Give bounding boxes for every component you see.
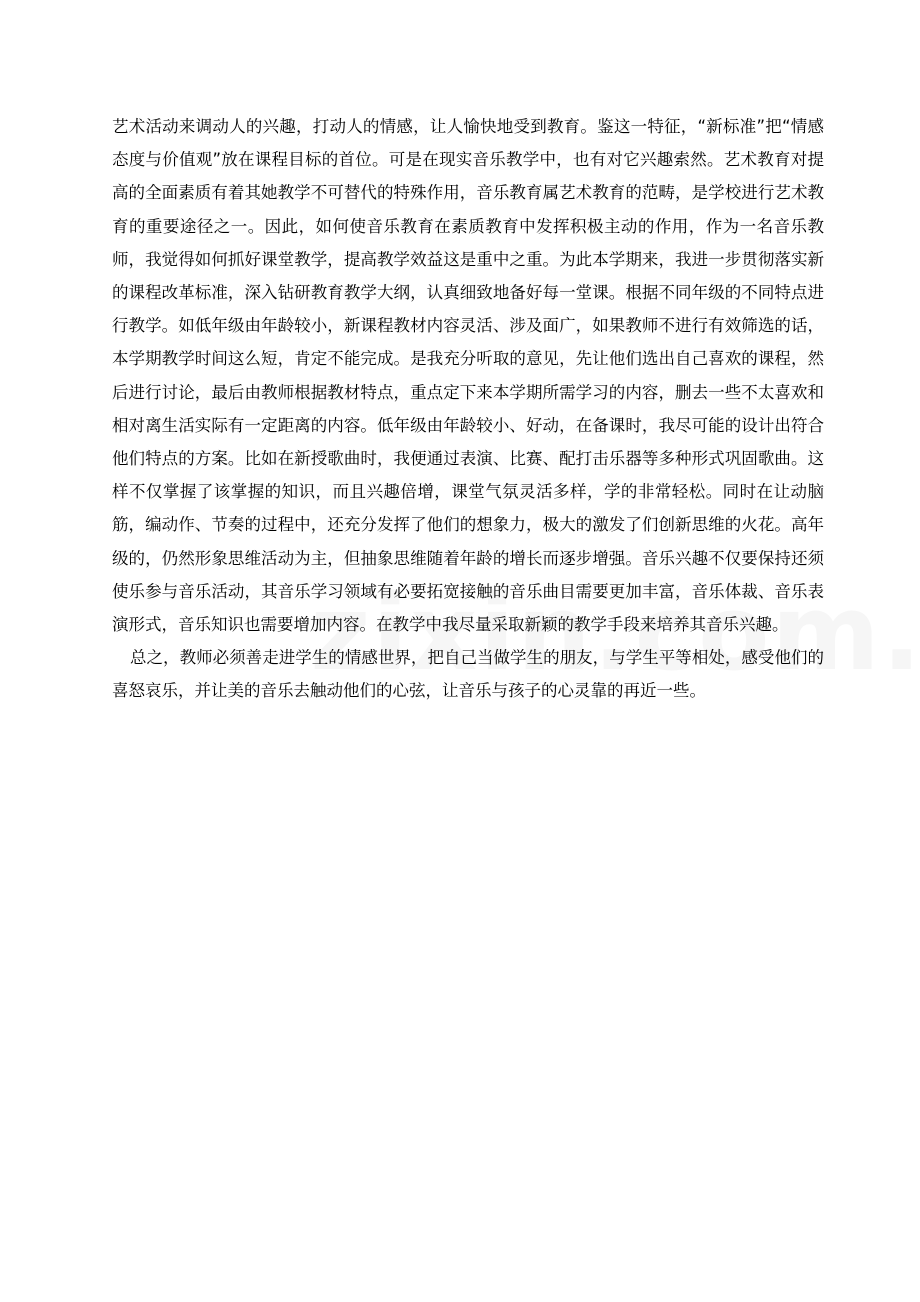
- paragraph-body: 艺术活动来调动人的兴趣，打动人的情感，让人愉快地受到教育。鉴这一特征，“新标准”把“情感态度与价值观”放在课程目标的首位。可是在现实音乐教学中，也有对它兴趣索然。艺术教育对提高的全面素质有着其她教学不可替代的特殊作用，音乐教育属艺术教育的范畴，是学校进行艺术教育的重要途径之一。因此，如何使音乐教育在素质教育中发挥积极主动的作用，作为一名音乐教师，我觉得如何抓好课堂教学，提高教学效益这是重中之重。为此本学期来，我进一步贯彻落实新的课程改革标准，深入钻研教育教学大纲，认真细致地备好每一堂课。根据不同年级的不同特点进行教学。如低年级由年龄较小，新课程教材内容灵活、涉及面广，如果教师不进行有效筛选的话，本学期教学时间这么短，肯定不能完成。是我充分听取的意见，先让他们选出自己喜欢的课程，然后进行讨论，最后由教师根据教材特点，重点定下来本学期所需学习的内容，删去一些不太喜欢和相对离生活实际有一定距离的内容。低年级由年龄较小、好动，在备课时，我尽可能的设计出符合他们特点的方案。比如在新授歌曲时，我便通过表演、比赛、配打击乐器等多种形式巩固歌曲。这样不仅掌握了该掌握的知识，而且兴趣倍增，课堂气氛灵活多样，学的非常轻松。同时在让动脑筋，编动作、节奏的过程中，还充分发挥了他们的想象力，极大的激发了们创新思维的火花。高年级的，仍然形象思维活动为主，但抽象思维随着年龄的增长而逐步增强。音乐兴趣不仅要保持还须使乐参与音乐活动，其音乐学习领域有必要拓宽接触的音乐曲目需要更加丰富，音乐体裁、音乐表演形式，音乐知识也需要增加内容。在教学中我尽量采取新颖的教学手段来培养其音乐兴趣。: [112, 117, 824, 635]
- paragraph-conclusion: 总之，教师必须善走进学生的情感世界，把自己当做学生的朋友，与学生平等相处，感受他们的喜怒哀乐，并让美的音乐去触动他们的心弦，让音乐与孩子的心灵靠的再近一些。: [112, 648, 824, 701]
- document-body: [112, 110, 824, 708]
